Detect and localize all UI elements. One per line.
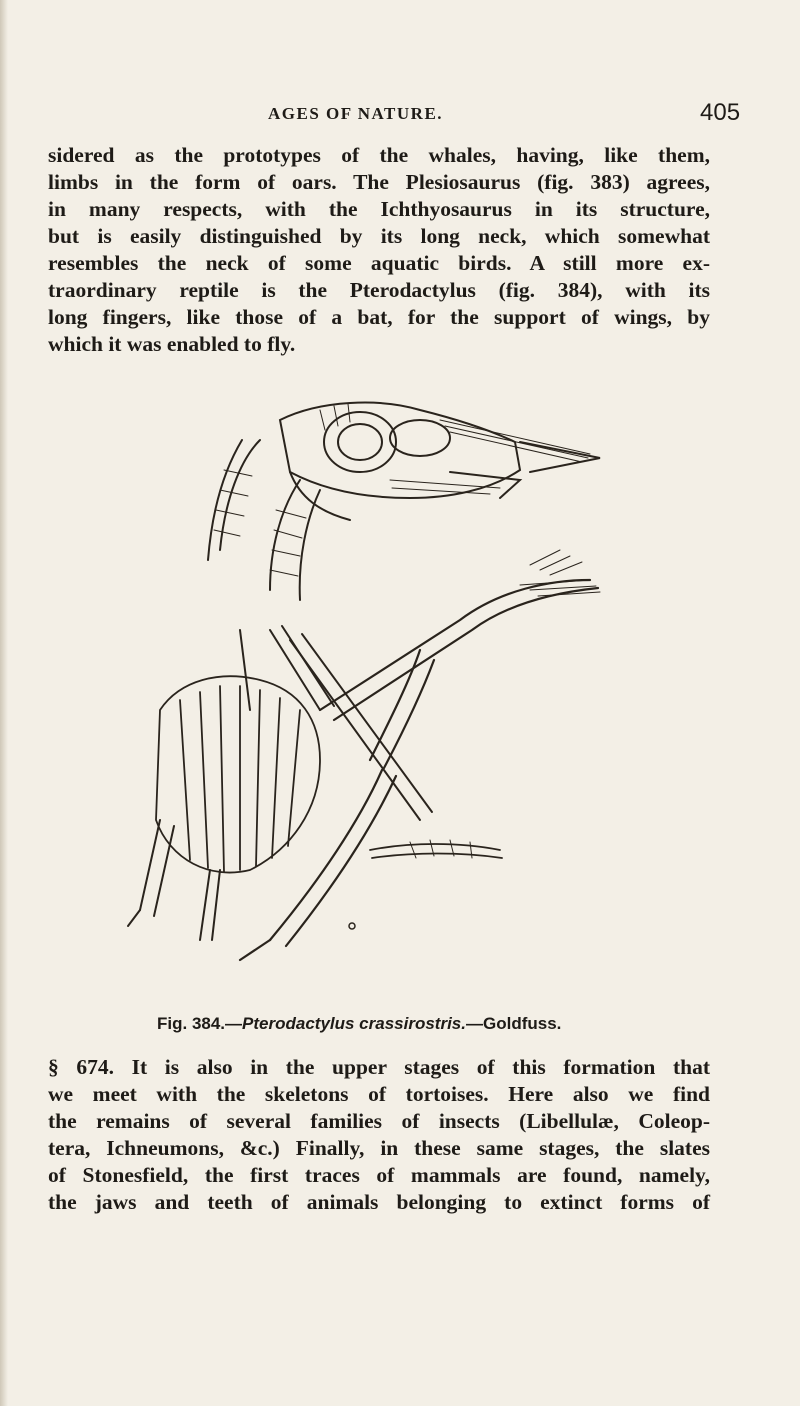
paragraph-line: in many respects, with the Ichthyosaurus in its structure, (48, 197, 710, 221)
small-bone-hatching (410, 840, 472, 858)
paragraph-line: which it was enabled to fly. (48, 332, 296, 356)
caption-suffix: —Goldfuss. (465, 1014, 562, 1033)
paragraph-line: resembles the neck of some aquatic birds. A still more ex- (48, 251, 710, 275)
small-bone (370, 844, 502, 858)
neck-hatching (214, 470, 306, 576)
caption-prefix: Fig. 384.— (157, 1014, 243, 1033)
wing-finger (240, 580, 598, 960)
neck-vertebrae (208, 440, 320, 600)
paragraph-1 (48, 142, 710, 358)
page-edge (0, 0, 8, 1406)
pterodactyl-skeleton-engraving (120, 380, 640, 990)
paragraph-line: the remains of several families of insects (Libellulæ, Coleop- (48, 1109, 710, 1133)
paragraph-line: long fingers, like those of a bat, for the support of wings, by (48, 305, 710, 329)
ribcage (156, 676, 320, 872)
paragraph-line: sidered as the prototypes of the whales, having, like them, (48, 143, 710, 167)
paragraph-line: we meet with the skeletons of tortoises. Here also we find (48, 1082, 710, 1106)
paragraph-line: tera, Ichneumons, &c.) Finally, in these same stages, the slates (48, 1136, 710, 1160)
paragraph-line: the jaws and teeth of animals belonging to extinct forms of (48, 1190, 710, 1214)
paragraph-line: of Stonesfield, the first traces of mammals are found, namely, (48, 1163, 710, 1187)
caption-species: Pterodactylus crassirostris. (242, 1014, 466, 1033)
figure-caption (157, 1014, 561, 1034)
paragraph-line: but is easily distinguished by its long neck, which somewhat (48, 224, 710, 248)
small-fragment (349, 923, 355, 929)
page-number: 405 (700, 99, 741, 126)
paragraph-line: limbs in the form of oars. The Plesiosaurus (fig. 383) agrees, (48, 170, 710, 194)
skull-hatching (320, 404, 590, 494)
paragraph-line: traordinary reptile is the Pterodactylus (fig. 384), with its (48, 278, 710, 302)
paragraph-line: § 674. It is also in the upper stages of this formation that (48, 1055, 710, 1079)
skeleton-illustration (120, 380, 640, 990)
arm-bones (240, 626, 432, 820)
running-head: AGES OF NATURE. (268, 104, 444, 123)
paragraph-2 (48, 1054, 710, 1216)
